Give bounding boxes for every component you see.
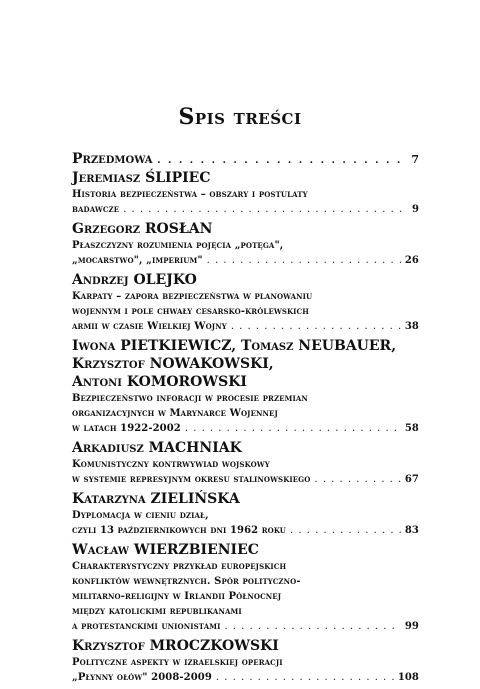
chapter-title-line: Historia bezpieczeństwa – obszary i postulaty bbox=[72, 189, 308, 200]
page-number: 26 bbox=[404, 255, 419, 266]
page-number: 38 bbox=[404, 321, 419, 332]
author-name: Krzysztof NOWAKOWSKI, bbox=[72, 356, 274, 372]
page-number: 99 bbox=[404, 621, 419, 632]
toc-entry[interactable] bbox=[72, 490, 419, 538]
page-number: 58 bbox=[404, 423, 419, 434]
chapter-title-line: w latach 1922-2002 bbox=[72, 423, 181, 434]
page-title: Spis treści bbox=[178, 104, 302, 130]
toc-row bbox=[72, 202, 419, 217]
toc-label: Przedmowa bbox=[72, 151, 153, 167]
toc-entry[interactable] bbox=[72, 271, 419, 334]
chapter-title-line: konfliktów wewnętrznych. Spór polityczno- bbox=[72, 576, 301, 587]
toc-row bbox=[72, 670, 419, 685]
author-name: Iwona PIETKIEWICZ, Tomasz NEUBAUER, bbox=[72, 338, 397, 354]
dot-leader bbox=[224, 619, 400, 634]
chapter-title-line: organizacyjnych w Marynarce Wojennej bbox=[72, 408, 278, 419]
dot-leader bbox=[314, 472, 400, 487]
chapter-title-line: między katolickimi republikanami bbox=[72, 606, 242, 617]
chapter-title-line: wojennym i pole chwały cesarsko-królewskich bbox=[72, 306, 309, 317]
chapter-title-line: czyli 13 październikowych dni 1962 roku bbox=[72, 525, 287, 536]
author-name: Krzysztof MROCZKOWSKI bbox=[72, 638, 279, 654]
toc-row bbox=[72, 523, 419, 538]
chapter-title-line: Charakterystyczny przykład europejskich bbox=[72, 561, 287, 572]
toc-row bbox=[72, 150, 419, 169]
chapter-title-line: Karpaty – zapora bezpieczeństwa w planowaniu bbox=[72, 291, 313, 302]
page-number: 7 bbox=[411, 153, 419, 166]
toc-entry[interactable] bbox=[72, 637, 419, 685]
chapter-title-line: Dyplomacja w cieniu dział, bbox=[72, 510, 209, 521]
dot-leader bbox=[290, 523, 401, 538]
chapter-title-line: badawcze bbox=[72, 204, 120, 215]
chapter-title-line: Polityczne aspekty w izraelskiej operacji bbox=[72, 657, 283, 668]
dot-leader bbox=[216, 670, 394, 685]
author-name: Arkadiusz MACHNIAK bbox=[72, 440, 242, 456]
author-name: Antoni KOMOROWSKI bbox=[72, 374, 247, 390]
chapter-title-line: Bezpieczeństwo inforacji w procesie przemian bbox=[72, 393, 308, 404]
page-number: 9 bbox=[411, 204, 419, 215]
chapter-title-line: „Płynny ołów" 2008-2009 bbox=[72, 672, 212, 683]
toc-row bbox=[72, 253, 419, 268]
toc-row bbox=[72, 472, 419, 487]
toc-entry[interactable] bbox=[72, 439, 419, 487]
author-name: Jeremiasz ŚLIPIEC bbox=[72, 170, 211, 186]
chapter-title-line: militarno-religijny w Irlandii Północnej bbox=[72, 591, 282, 602]
dot-leader bbox=[185, 421, 401, 436]
author-name: Katarzyna ZIELIŃSKA bbox=[72, 491, 240, 507]
table-of-contents bbox=[72, 150, 419, 685]
dot-leader bbox=[207, 253, 401, 268]
toc-entry[interactable] bbox=[72, 220, 419, 268]
toc-entry-preface[interactable] bbox=[72, 150, 419, 169]
chapter-title-line: armii w czasie Wielkiej Wojny bbox=[72, 321, 227, 332]
page-number: 108 bbox=[397, 672, 419, 683]
author-name: Wacław WIERZBIENIEC bbox=[72, 542, 259, 558]
dot-leader bbox=[157, 150, 405, 168]
author-name: Andrzej OLEJKO bbox=[72, 272, 197, 288]
dot-leader bbox=[231, 319, 401, 334]
chapter-title-line: w systemie represyjnym okresu stalinowskiego bbox=[72, 474, 311, 485]
toc-row bbox=[72, 619, 419, 634]
toc-row bbox=[72, 319, 419, 334]
author-name: Grzegorz ROSŁAN bbox=[72, 221, 213, 237]
page-number: 67 bbox=[404, 474, 419, 485]
chapter-title-line: Płaszczyzny rozumienia pojęcia „potęga", bbox=[72, 240, 284, 251]
chapter-title-line: a protestanckimi unionistami bbox=[72, 621, 221, 632]
chapter-title-line: Komunistyczny kontrwywiad wojskowy bbox=[72, 459, 270, 470]
toc-entry[interactable] bbox=[72, 337, 419, 436]
toc-row bbox=[72, 421, 419, 436]
chapter-title-line: „mocarstwo", „imperium" bbox=[72, 255, 203, 266]
dot-leader bbox=[123, 202, 405, 217]
toc-entry[interactable] bbox=[72, 169, 419, 217]
toc-entry[interactable] bbox=[72, 541, 419, 634]
page-number: 83 bbox=[404, 525, 419, 536]
